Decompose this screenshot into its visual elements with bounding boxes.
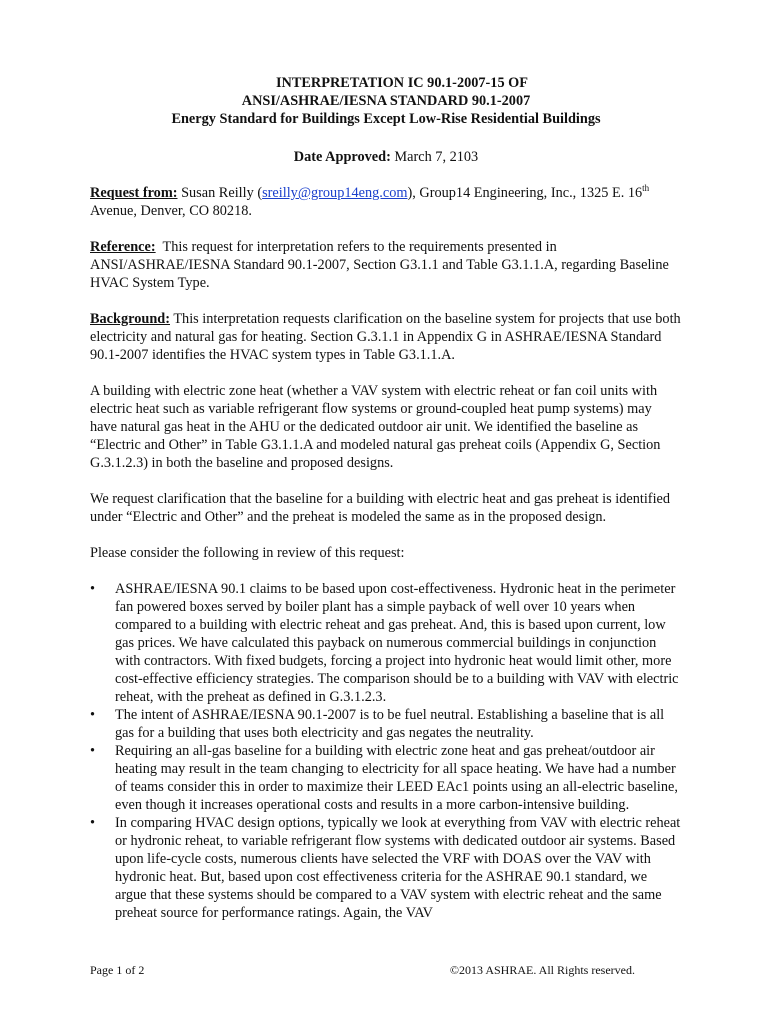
- date-label: Date Approved:: [293, 149, 391, 165]
- request-company: ), Group14 Engineering, Inc., 1325 E. 16: [407, 185, 643, 201]
- request-paragraph: [90, 184, 682, 220]
- date-value: March 7, 2103: [394, 149, 479, 165]
- reference-text: This request for interpretation refers to the requirements presented in ANSI/ASHRAE/IESNA Standard 90.1-2007, Section G3.1.1 and Table G3.1.1.A, regarding Baseline HVAC System Type.: [90, 239, 669, 291]
- list-item: • The intent of ASHRAE/IESNA 90.1-2007 is to be fuel neutral. Establishing a baseline that is all gas for a building that uses both electricity and gas negates the neutrality.: [90, 706, 682, 742]
- request-address: Avenue, Denver, CO 80218.: [90, 203, 252, 219]
- considerations-list: [90, 580, 682, 922]
- reference-paragraph: [90, 238, 682, 292]
- background-paragraph: [90, 310, 682, 364]
- background-label: Background:: [90, 311, 170, 327]
- date-approved: [90, 148, 682, 166]
- title-line-2: ANSI/ASHRAE/IESNA STANDARD 90.1-2007: [241, 93, 531, 109]
- request-email-link[interactable]: sreilly@group14eng.com: [262, 185, 408, 201]
- body-paragraph: We request clarification that the baseline for a building with electric heat and gas preheat is identified under “Electric and Other” and the preheat is modeled the same as in the proposed design.: [90, 491, 671, 525]
- page-number: Page 1 of 2: [90, 963, 145, 977]
- request-name: Susan Reilly (: [181, 185, 263, 201]
- document-body: [90, 74, 682, 922]
- title-line-3: Energy Standard for Buildings Except Low-Rise Residential Buildings: [171, 111, 601, 127]
- background-text: This interpretation requests clarification on the baseline system for projects that use both electricity and natural gas for heating. Section G.3.1.1 in Appendix G in ASHRAE/IESNA Standard 90.1-2007 identifies the HVAC system types in Table G3.1.1.A.: [90, 311, 681, 363]
- list-item: • Requiring an all-gas baseline for a building with electric zone heat and gas preheat/outdoor air heating may result in the team changing to electricity for all space heating. We have had a number of teams consider this in order to maximize their LEED EAc1 points using an all-electric baseline, even though it increases operational costs and results in a more carbon-intensive building.: [90, 742, 682, 814]
- request-label: Request from:: [90, 185, 178, 201]
- copyright: ©2013 ASHRAE. All Rights reserved.: [449, 963, 635, 977]
- document-title: [90, 74, 682, 128]
- body-paragraph: A building with electric zone heat (whether a VAV system with electric reheat or fan coil units with electric heat such as variable refrigerant flow systems or ground-coupled heat pump systems) may have natural gas heat in the AHU or the dedicated outdoor air unit. We identified the baseline as “Electric and Other” in Table G3.1.1.A and modeled natural gas preheat coils (Appendix G, Section G.3.1.2.3) in both the baseline and proposed designs.: [90, 383, 661, 471]
- title-line-1: INTERPRETATION IC 90.1-2007-15 OF: [275, 75, 529, 91]
- list-item: • ASHRAE/IESNA 90.1 claims to be based upon cost-effectiveness. Hydronic heat in the perimeter fan powered boxes served by boiler plant has a simple payback of well over 10 years when compared to a building with electric reheat and gas preheat. And, this is based upon current, low gas prices. We have calculated this payback on numerous commercial buildings in conjunction with contractors. With fixed budgets, forcing a project into hydronic heat would limit other, more cost-effective efficiency strategies. The comparison should be to a building with VAV with electric reheat, with the preheat as defined in G.3.1.2.3.: [90, 580, 682, 706]
- list-item: • In comparing HVAC design options, typically we look at everything from VAV with electric reheat or hydronic reheat, to variable refrigerant flow systems with dedicated outdoor air systems. Based upon life-cycle costs, numerous clients have selected the VRF with DOAS over the VAV with hydronic heat. But, based upon cost effectiveness criteria for the ASHRAE 90.1 standard, we argue that these systems should be compared to a VAV system with electric reheat and the same preheat source for performance ratings. Again, the VAV: [90, 814, 682, 922]
- body-paragraph: Please consider the following in review of this request:: [90, 545, 405, 561]
- request-superscript: th: [642, 183, 650, 194]
- reference-label: Reference:: [90, 239, 156, 255]
